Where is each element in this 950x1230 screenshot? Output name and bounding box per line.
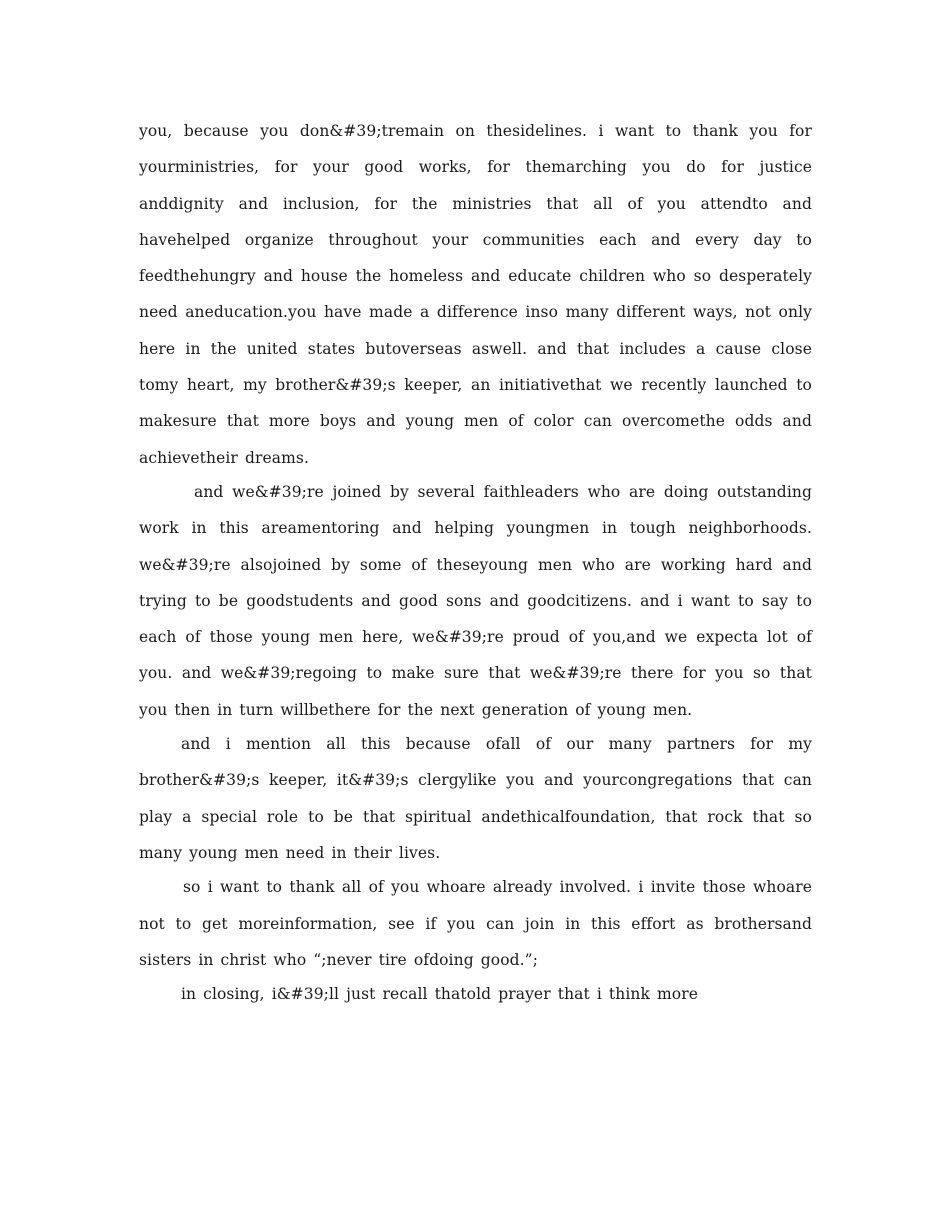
- paragraph-1: you, because you don&#39;tremain on thesidelines. i want to thank you for yourministries, for your good works, for themarching you do for justice anddignity and inclusion, for the ministries that all of you attendto and havehelped organize throughout your communities each and every day to feedthehungry and house the homeless and educate children who so desperately need aneducation.you have made a difference inso many different ways, not only here in the united states butoverseas aswell. and that includes a cause close tomy heart, my brother&#39;s keeper, an initiativethat we recently launched to makesure that more boys and young men of color can overcomethe odds and achievetheir dreams.: [139, 122, 812, 467]
- body-text: [139, 113, 812, 1012]
- paragraph-3: and i mention all this because ofall of our many partners for my brother&#39;s keeper, it&#39;s clergylike you and yourcongregations that can play a special role to be that spiritual andethicalfoundation, that rock that so many young men need in their lives.: [139, 735, 812, 862]
- paragraph-5: in closing, i&#39;ll just recall thatold prayer that i think more: [181, 985, 699, 1004]
- paragraph-2: and we&#39;re joined by several faithleaders who are doing outstanding work in this areamentoring and helping youngmen in tough neighborhoods. we&#39;re alsojoined by some of theseyoung men who are working hard and trying to be goodstudents and good sons and goodcitizens. and i want to say to each of those young men here, we&#39;re proud of you,and we expecta lot of you. and we&#39;regoing to make sure that we&#39;re there for you so that you then in turn willbethere for the next generation of young men.: [139, 482, 812, 719]
- paragraph-4: so i want to thank all of you whoare already involved. i invite those whoare not to get moreinformation, see if you can join in this effort as brothersand sisters in christ who “;never tire ofdoing good.”;: [139, 878, 812, 969]
